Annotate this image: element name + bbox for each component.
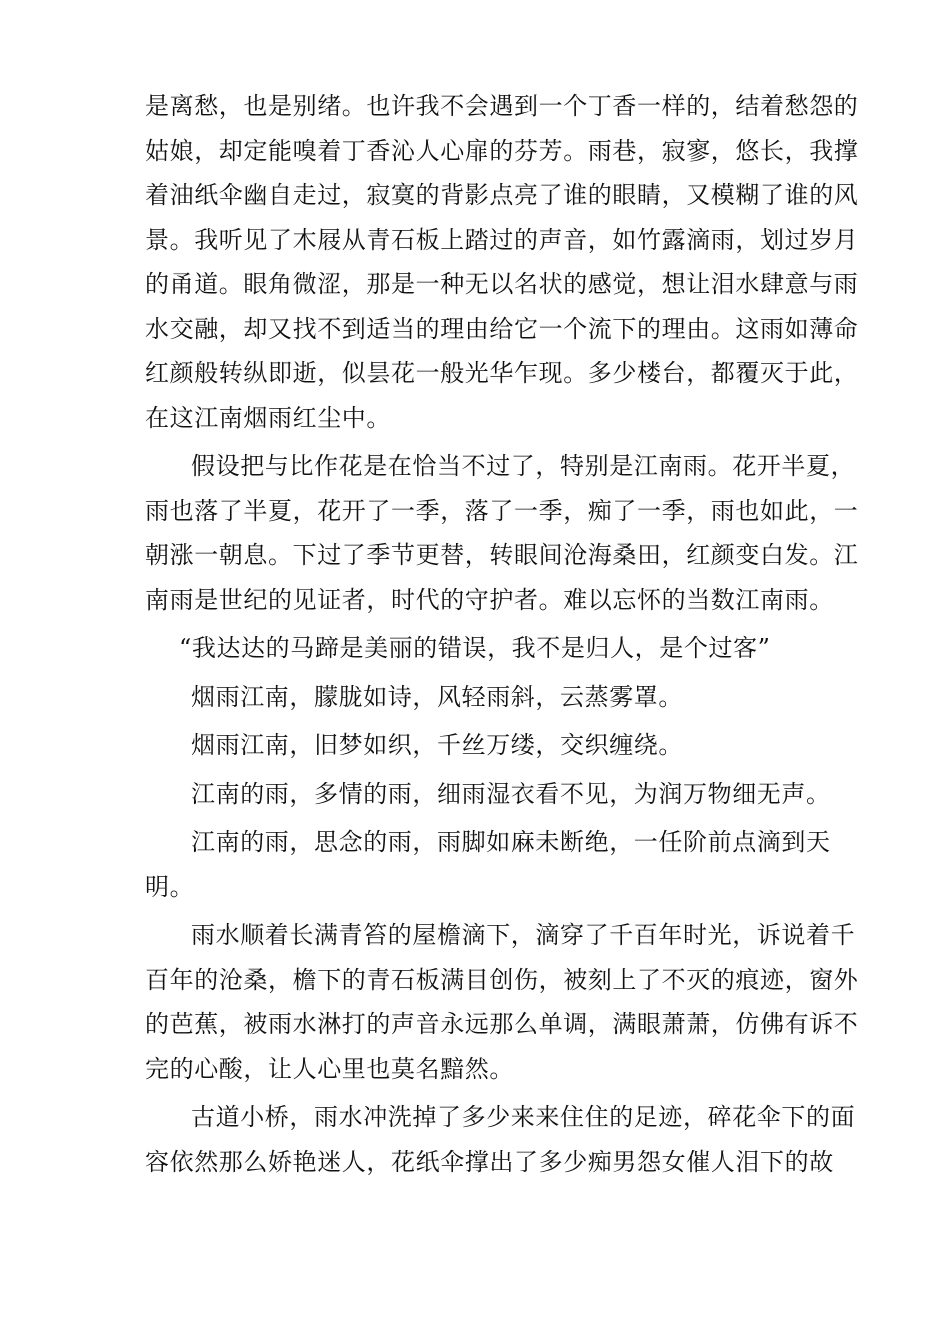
text-line: 烟雨江南，朦胧如诗，风轻雨斜，云蒸雾罩。 [191,682,683,711]
text-line: 江南的雨，思念的雨，雨脚如麻未断绝，一任阶前点滴到天 [191,828,831,856]
text-line: 明。 [145,872,195,901]
paragraph [145,84,859,440]
text-line: 红颜般转纵即逝，似昙花一般光华乍现。多少楼台，都覆灭于此， [145,359,859,387]
text-line: 百年的沧桑，檐下的青石板满目创伤，被刻上了不灭的痕迹，窗外 [145,965,859,994]
text-line: 景。我听见了木屐从青石板上踏过的声音，如竹露滴雨，划过岁月 [145,225,859,254]
text-line: 烟雨江南，旧梦如织，千丝万缕，交织缠绕。 [191,731,683,759]
text-line: 雨水顺着长满青笞的屋檐滴下，滴穿了千百年时光，诉说着千 [191,921,856,949]
text-line: 假设把与比作花是在恰当不过了，特别是江南雨。花开半夏， [191,452,856,480]
paragraph-quote [145,626,795,671]
text-line: 南雨是世纪的见证者，时代的守护者。难以忘怀的当数江南雨。 [145,585,834,614]
text-line: 的芭蕉，被雨水淋打的声音永远那么单调，满眼萧萧，仿佛有诉不 [145,1010,859,1038]
text-line: 朝涨一朝息。下过了季节更替，转眼间沧海桑田，红颜变白发。江 [145,541,859,569]
document-body [145,84,859,1184]
text-line: “我达达的马蹄是美丽的错误，我不是归人，是个过客” [179,634,771,662]
paragraph [145,1095,856,1184]
text-line: 水交融，却又找不到适当的理由给它一个流下的理由。这雨如薄命 [145,314,859,343]
paragraph [145,772,831,817]
text-line: 着油纸伞幽自走过，寂寞的背影点亮了谁的眼睛，又模糊了谁的风 [145,181,859,209]
text-line: 完的心酸，让人心里也莫名黯然。 [145,1054,514,1083]
text-line: 古道小桥，雨水冲洗掉了多少来来住住的足迹，碎花伞下的面 [191,1103,856,1131]
text-line: 江南的雨，多情的雨，细雨湿衣看不见，为润万物细无声。 [191,779,831,808]
paragraph [145,820,831,909]
paragraph [145,913,859,1091]
paragraph [145,444,859,622]
text-line: 姑娘，却定能嗅着丁香沁人心扉的芬芳。雨巷，寂寥，悠长，我撑 [145,136,859,165]
paragraph [145,723,795,768]
paragraph [145,675,795,720]
text-line: 的甬道。眼角微涩，那是一种无以名状的感觉，想让泪水肆意与雨 [145,270,859,298]
text-line: 在这江南烟雨红尘中。 [145,403,391,432]
text-line: 是离愁，也是别绪。也许我不会遇到一个丁香一样的，结着愁怨的 [145,92,859,120]
text-line: 雨也落了半夏，花开了一季，落了一季，痴了一季，雨也如此，一 [145,496,859,525]
text-line: 容依然那么娇艳迷人，花纸伞撑出了多少痴男怨女催人泪下的故 [145,1147,834,1176]
